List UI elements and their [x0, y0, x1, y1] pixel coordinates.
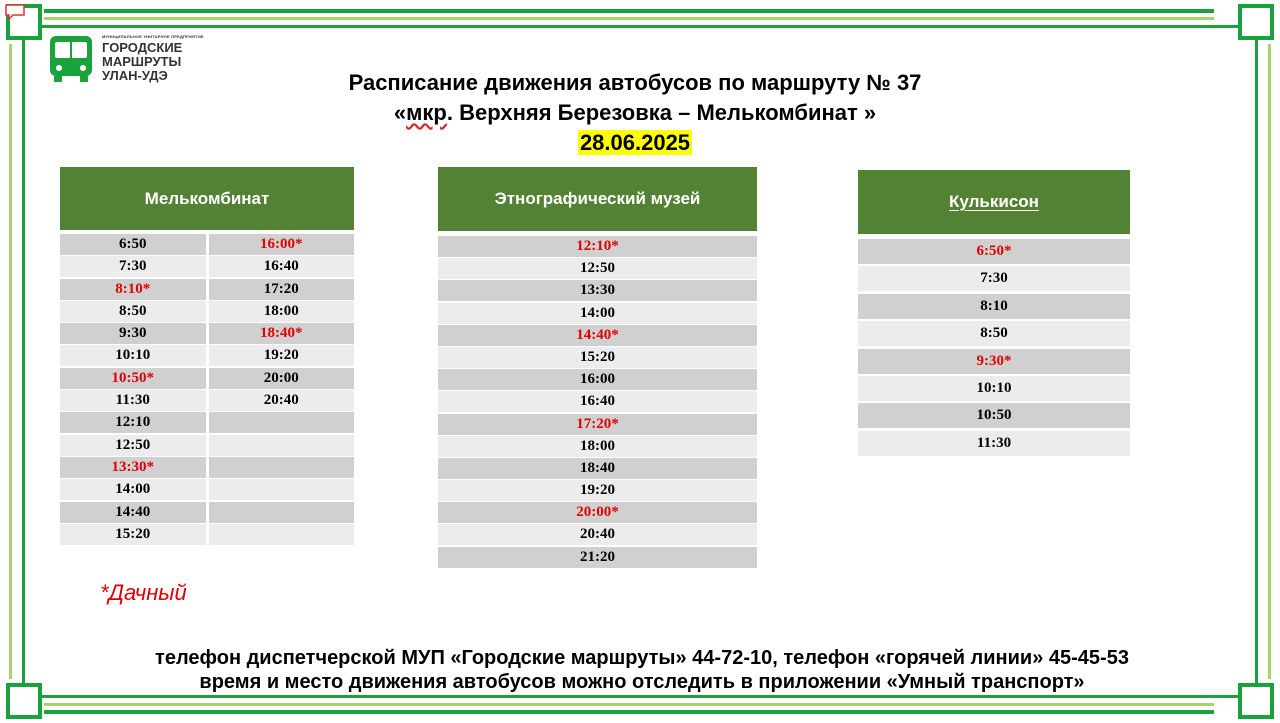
page-title: Расписание движения автобусов по маршруту № 37 — [348, 70, 922, 95]
table-row — [60, 368, 354, 389]
table-row — [60, 234, 354, 255]
melkombinat-time-cell: 12:10 — [60, 412, 206, 433]
kulkison-time-cell: 11:30 — [858, 431, 1130, 456]
museum-time-cell: 14:40* — [438, 325, 757, 346]
melkombinat-time-cell — [209, 412, 355, 433]
melkombinat-time-cell: 20:00 — [209, 368, 355, 389]
table-body-melkombinat — [60, 234, 354, 545]
kulkison-time-cell: 10:10 — [858, 376, 1130, 401]
melkombinat-time-cell: 9:30 — [60, 323, 206, 344]
frame-top-line-inner — [22, 25, 1258, 28]
museum-time-cell: 21:20 — [438, 547, 757, 568]
melkombinat-time-cell: 17:20 — [209, 279, 355, 300]
schedule-date: 28.06.2025 — [579, 130, 691, 155]
table-row — [858, 431, 1130, 456]
melkombinat-time-cell: 16:00* — [209, 234, 355, 255]
melkombinat-time-cell: 6:50 — [60, 234, 206, 255]
table-row — [438, 280, 757, 301]
footer-app-info: время и место движения автобусов можно отследить в приложении «Умный транспорт» — [199, 671, 1085, 693]
museum-time-cell: 20:00* — [438, 502, 757, 523]
table-row — [60, 412, 354, 433]
table-row — [438, 258, 757, 279]
kulkison-time-cell: 10:50 — [858, 403, 1130, 428]
table-row — [60, 479, 354, 500]
table-row — [60, 457, 354, 478]
melkombinat-time-cell — [209, 479, 355, 500]
table-row — [438, 347, 757, 368]
melkombinat-time-cell: 13:30* — [60, 457, 206, 478]
melkombinat-time-cell: 11:30 — [60, 390, 206, 411]
kulkison-time-cell: 8:10 — [858, 294, 1130, 319]
route-name — [0, 100, 1270, 126]
table-row — [858, 321, 1130, 346]
melkombinat-time-cell — [209, 502, 355, 523]
kulkison-time-cell: 6:50* — [858, 239, 1130, 264]
table-row — [60, 301, 354, 322]
table-row — [438, 369, 757, 390]
route-name-open: « — [393, 100, 407, 125]
melkombinat-time-cell: 18:40* — [209, 323, 355, 344]
table-row — [60, 502, 354, 523]
table-row — [858, 349, 1130, 374]
table-row — [858, 376, 1130, 401]
melkombinat-time-cell — [209, 457, 355, 478]
table-row — [60, 279, 354, 300]
melkombinat-time-cell: 20:40 — [209, 390, 355, 411]
melkombinat-time-cell: 8:10* — [60, 279, 206, 300]
route-name-underlined: мкр — [406, 100, 447, 125]
table-row — [438, 236, 757, 257]
table-row — [438, 547, 757, 568]
table-row — [438, 303, 757, 324]
museum-time-cell: 13:30 — [438, 280, 757, 301]
kulkison-time-cell: 9:30* — [858, 349, 1130, 374]
logo-line-3: УЛАН-УДЭ — [102, 68, 168, 83]
table-header-museum: Этнографический музей — [438, 167, 757, 231]
frame-top-line-light — [44, 17, 1214, 20]
comment-icon[interactable] — [4, 3, 26, 21]
table-header-kulkison — [858, 170, 1130, 234]
table-row — [60, 256, 354, 277]
melkombinat-time-cell: 7:30 — [60, 256, 206, 277]
table-row — [858, 266, 1130, 291]
museum-time-cell: 16:00 — [438, 369, 757, 390]
museum-time-cell: 18:40 — [438, 458, 757, 479]
logo-line-2: МАРШРУТЫ — [102, 54, 182, 69]
frame-top-line — [44, 9, 1214, 13]
melkombinat-time-cell: 15:20 — [60, 524, 206, 545]
legend-dachny: *Дачный — [100, 580, 187, 605]
kulkison-time-cell: 8:50 — [858, 321, 1130, 346]
melkombinat-time-cell: 16:40 — [209, 256, 355, 277]
table-row — [438, 391, 757, 412]
frame-bottom-line-inner — [22, 695, 1258, 698]
frame-corner-top-right — [1238, 4, 1274, 40]
museum-time-cell: 19:20 — [438, 480, 757, 501]
table-row — [60, 323, 354, 344]
footer-phones: телефон диспетчерской МУП «Городские маршруты» 44-72-10, телефон «горячей линии» 45-45-53 — [155, 647, 1129, 669]
melkombinat-time-cell: 14:40 — [60, 502, 206, 523]
table-row — [438, 458, 757, 479]
table-body-museum — [438, 236, 757, 568]
melkombinat-time-cell: 18:00 — [209, 301, 355, 322]
table-row — [438, 414, 757, 435]
melkombinat-time-cell: 8:50 — [60, 301, 206, 322]
table-row — [438, 325, 757, 346]
table-row — [438, 436, 757, 457]
table-row — [438, 480, 757, 501]
table-melkombinat — [60, 167, 354, 545]
table-header-kulkison-text: Кулькисон — [949, 192, 1039, 211]
table-row — [60, 345, 354, 366]
museum-time-cell: 12:50 — [438, 258, 757, 279]
museum-time-cell: 20:40 — [438, 524, 757, 545]
melkombinat-time-cell: 14:00 — [60, 479, 206, 500]
museum-time-cell: 15:20 — [438, 347, 757, 368]
table-museum — [438, 167, 757, 568]
museum-time-cell: 16:40 — [438, 391, 757, 412]
table-row — [60, 390, 354, 411]
schedule-date-line — [0, 130, 1270, 156]
kulkison-time-cell: 7:30 — [858, 266, 1130, 291]
logo-small-text: МУНИЦИПАЛЬНОЕ УНИТАРНОЕ ПРЕДПРИЯТИЕ — [102, 34, 204, 39]
museum-time-cell: 12:10* — [438, 236, 757, 257]
table-row — [858, 403, 1130, 428]
table-row — [60, 524, 354, 545]
table-row — [438, 502, 757, 523]
table-row — [60, 435, 354, 456]
melkombinat-time-cell: 10:50* — [60, 368, 206, 389]
melkombinat-time-cell: 12:50 — [60, 435, 206, 456]
melkombinat-time-cell — [209, 524, 355, 545]
logo-line-1: ГОРОДСКИЕ — [102, 40, 183, 55]
frame-bottom-line-light — [44, 703, 1214, 706]
melkombinat-time-cell — [209, 435, 355, 456]
table-row — [438, 524, 757, 545]
table-kulkison — [858, 170, 1130, 456]
table-row — [858, 239, 1130, 264]
melkombinat-time-cell: 19:20 — [209, 345, 355, 366]
route-name-rest: . Верхняя Березовка – Мелькомбинат » — [446, 100, 877, 125]
melkombinat-time-cell: 10:10 — [60, 345, 206, 366]
museum-time-cell: 17:20* — [438, 414, 757, 435]
table-header-melkombinat: Мелькомбинат — [60, 167, 354, 230]
museum-time-cell: 14:00 — [438, 303, 757, 324]
table-row — [858, 294, 1130, 319]
frame-bottom-line — [44, 710, 1214, 714]
table-body-kulkison — [858, 239, 1130, 456]
museum-time-cell: 18:00 — [438, 436, 757, 457]
